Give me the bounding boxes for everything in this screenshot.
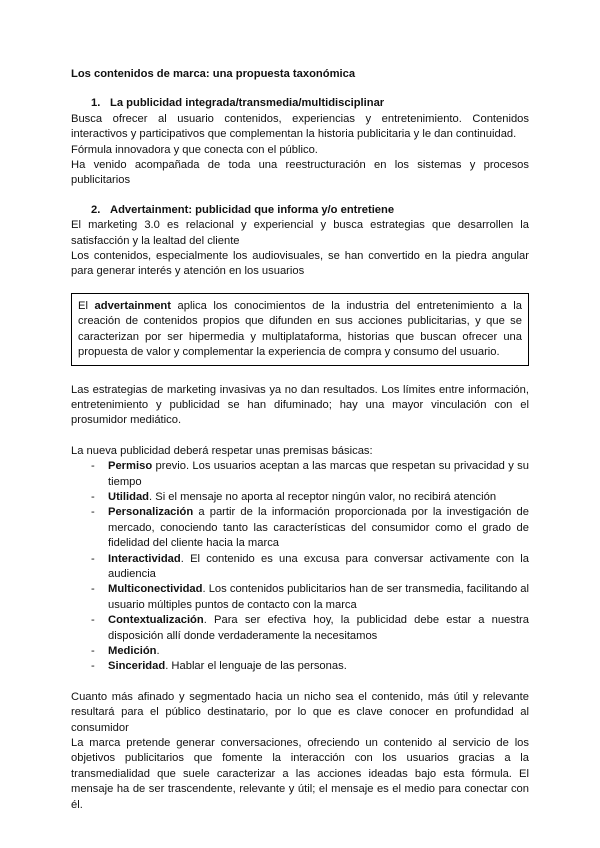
box-lead: El — [78, 299, 95, 312]
section-1-paragraph: Fórmula innovadora y que conecta con el público. — [71, 143, 318, 156]
list-item: - Permiso previo. Los usuarios aceptan a las marcas que respetan su privacidad y su tiempo — [91, 460, 529, 488]
section-1-heading-text: La publicidad integrada/transmedia/multidisciplinar — [110, 97, 385, 110]
list-item: - Multiconectividad. Los contenidos publicitarios han de ser transmedia, facilitando al usuario múltiples puntos de contacto con la marca — [91, 583, 529, 611]
page-title: Los contenidos de marca: una propuesta taxonómica — [71, 68, 356, 80]
list-item: - Interactividad. El contenido es una excusa para conversar activamente con la audiencia — [91, 552, 529, 580]
section-1-paragraph: Busca ofrecer al usuario contenidos, experiencias y entretenimiento. Contenidos interactivos y participativos que complementan la historia publicitaria y le dan continuidad. — [71, 112, 529, 141]
list-item: - Utilidad. Si el mensaje no aporta al receptor ningún valor, no recibirá atención — [91, 490, 497, 503]
premisas-intro: La nueva publicidad deberá respetar unas premisas básicas: — [71, 444, 373, 457]
premisas-list — [71, 459, 529, 675]
section-2-number: 2. — [91, 203, 101, 216]
closing-paragraph: Cuanto más afinado y segmentado hacia un nicho sea el contenido, más útil y relevante resultará para el público destinatario, por lo que es clave conocer en profundidad al consumidor — [71, 690, 529, 734]
box-term: advertainment — [94, 299, 171, 312]
list-item: - Contextualización. Para ser efectiva hoy, la publicidad debe estar a nuestra disposición allí donde verdaderamente la necesitamos — [91, 614, 529, 642]
advertainment-definition-box — [71, 293, 529, 366]
section-2-heading-text: Advertainment: publicidad que informa y/o entretiene — [110, 203, 395, 216]
list-item: - Personalización a partir de la información proporcionada por la investigación de mercado, conociendo tanto las características del consumidor como el grado de fidelidad del cliente hacia la marca — [91, 506, 529, 550]
section-2-paragraph: Los contenidos, especialmente los audiovisuales, se han convertido en la piedra angular para generar interés y atención en los usuarios — [71, 250, 529, 278]
section-1-number: 1. — [91, 97, 101, 110]
list-item: - Medición. — [91, 645, 160, 657]
section-2-heading — [71, 203, 529, 218]
box-text: aplica los conocimientos de la industria del entretenimiento a la creación de contenidos propios que difunden en sus acciones publicitarias, y que se caracterizan por ser hipermedia y multiplataforma, historias que buscan ofrecer una propuesta de valor y complementar la experiencia de compra y consumo del usuario. — [78, 299, 522, 359]
closing-paragraph: La marca pretende generar conversaciones, ofreciendo un contenido al servicio de los objetivos publicitarios que fomente la interacción con los usuarios gracias a la transmedialidad que suele caracterizar a las acciones ideadas bajo esta fórmula. El mensaje ha de ser trascendente, relevante y útil; el mensaje es el medio para conectar con él. — [71, 737, 529, 811]
section-2-paragraph: El marketing 3.0 es relacional y experiencial y busca estrategias que desarrollen la satisfacción y la lealtad del cliente — [71, 219, 529, 247]
list-item: - Sinceridad. Hablar el lenguaje de las personas. — [91, 660, 347, 673]
section-1-paragraph: Ha venido acompañada de toda una reestructuración en los sistemas y procesos publicitarios — [71, 159, 529, 187]
document-page — [71, 67, 529, 813]
section-1-heading — [71, 96, 529, 111]
estrategias-paragraph: Las estrategias de marketing invasivas ya no dan resultados. Los límites entre información, entretenimiento y publicidad se han difuminado; hay una mayor vinculación con el prosumidor mediático. — [71, 383, 529, 427]
